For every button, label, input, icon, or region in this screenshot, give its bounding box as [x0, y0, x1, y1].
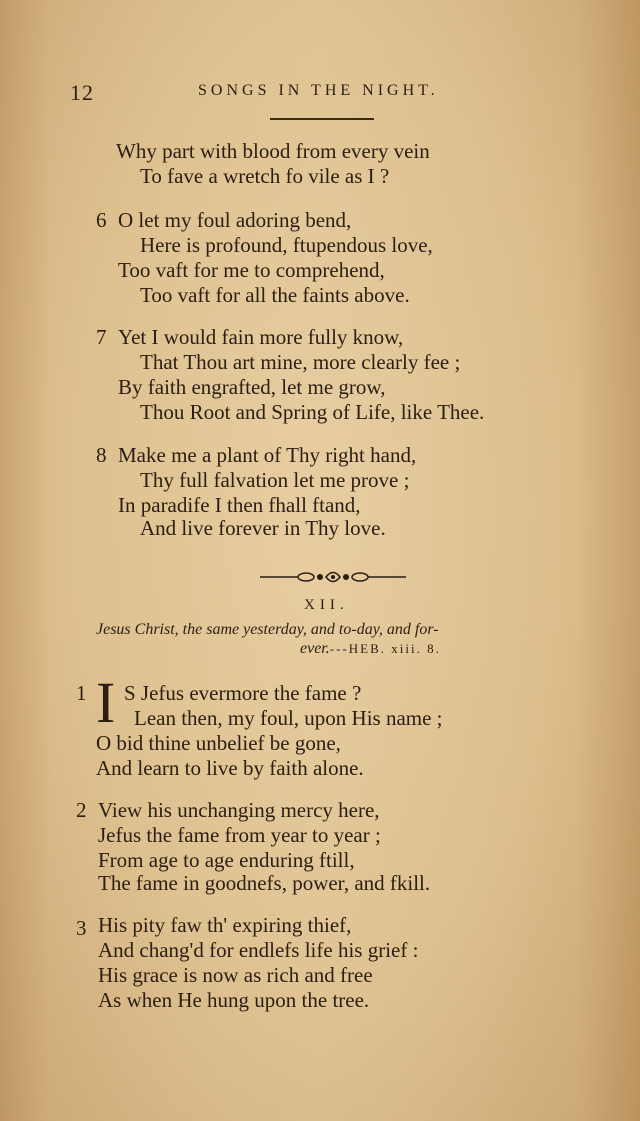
- verse-line: And learn to live by faith alone.: [96, 756, 364, 780]
- verse-line: Jefus the fame from year to year ;: [98, 823, 381, 847]
- running-title: SONGS IN THE NIGHT.: [198, 82, 439, 99]
- drop-cap: I: [96, 670, 116, 735]
- hymn-reference: ---HEB. xiii. 8.: [329, 641, 441, 656]
- verse-line: And live forever in Thy love.: [140, 516, 386, 540]
- verse-line: By faith engrafted, let me grow,: [118, 375, 386, 399]
- verse-line: As when He hung upon the tree.: [98, 988, 370, 1012]
- verse-number: 1: [76, 681, 87, 705]
- verse-line: Too vaft for me to comprehend,: [118, 258, 385, 282]
- verse-line: His grace is now as rich and free: [98, 963, 373, 987]
- verse-line: Too vaft for all the faints above.: [140, 283, 410, 307]
- verse-line: S Jefus evermore the fame ?: [124, 681, 362, 705]
- verse-number: 7: [96, 325, 107, 349]
- verse-number: 6: [96, 208, 107, 232]
- verse-line: His pity faw th' expiring thief,: [98, 913, 352, 937]
- page-number: 12: [70, 80, 94, 105]
- verse-line: View his unchanging mercy here,: [98, 798, 380, 822]
- ornament-divider-icon: [260, 567, 406, 587]
- verse-line: To fave a wretch fo vile as I ?: [140, 164, 390, 188]
- verse-number: 3: [76, 916, 87, 940]
- verse-line: Here is profound, ftupendous love,: [140, 233, 433, 257]
- header-rule: [270, 118, 374, 120]
- verse-line: In paradife I then fhall ftand,: [118, 493, 361, 517]
- verse-line: Thou Root and Spring of Life, like Thee.: [140, 400, 485, 424]
- verse-line: That Thou art mine, more clearly fee ;: [140, 350, 461, 374]
- hymn-epigraph-end: [300, 640, 441, 658]
- verse-line: O bid thine unbelief be gone,: [96, 731, 341, 755]
- verse-line: Yet I would fain more fully know,: [118, 325, 404, 349]
- verse-line: The fame in goodnefs, power, and fkill.: [98, 871, 431, 895]
- verse-line: Thy full falvation let me prove ;: [140, 468, 410, 492]
- verse-line: And chang'd for endlefs life his grief :: [98, 938, 419, 962]
- verse-number: 8: [96, 443, 107, 467]
- hymn-number: XII.: [304, 597, 349, 613]
- verse-line: From age to age enduring ftill,: [98, 848, 355, 872]
- verse-number: 2: [76, 798, 87, 822]
- verse-line: Lean then, my foul, upon His name ;: [134, 706, 443, 730]
- verse-line: Why part with blood from every vein: [116, 139, 430, 163]
- hymn-epigraph: Jesus Christ, the same yesterday, and to-day, and for-: [96, 621, 439, 638]
- verse-line: Make me a plant of Thy right hand,: [118, 443, 417, 467]
- running-head: [0, 80, 640, 106]
- hymn-epigraph-word: ever.: [300, 640, 330, 657]
- verse-line: O let my foul adoring bend,: [118, 208, 352, 232]
